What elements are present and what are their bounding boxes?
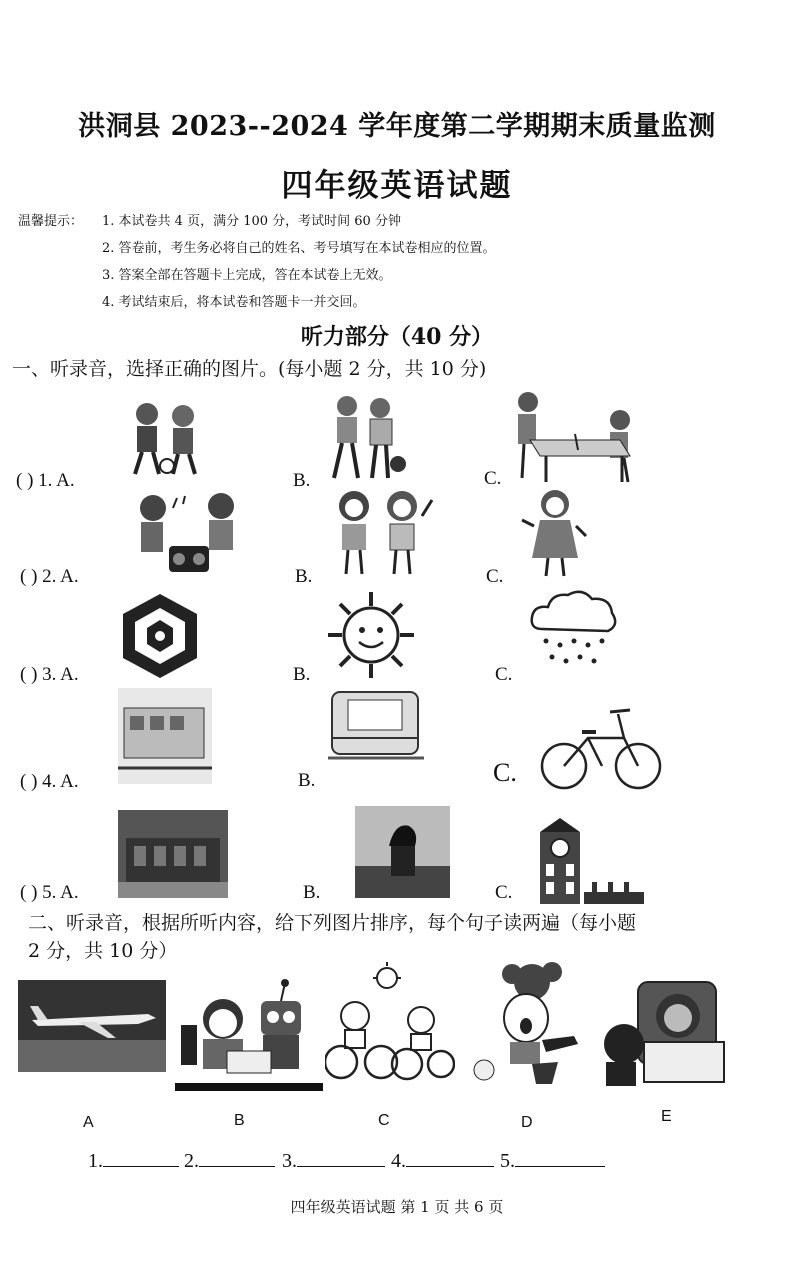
bicycle-icon [538, 700, 664, 794]
answer-blank-5-label: 5. [500, 1150, 515, 1172]
tip-4: 4. 考试结束后，将本试卷和答题卡一并交回。 [102, 295, 366, 310]
q5-a-picture [118, 810, 228, 898]
sun-icon [326, 590, 416, 680]
q1-a-picture [115, 398, 215, 478]
q4-b-picture [328, 686, 424, 762]
question-4-label: ( ) 4. A. [20, 771, 79, 792]
reading-robot-picture [175, 975, 323, 1095]
answer-blank-5[interactable] [500, 1148, 605, 1173]
question-1-label: ( ) 1. A. [16, 470, 75, 491]
girl-chicken-picture [462, 960, 612, 1090]
question-3-label: ( ) 3. A. [20, 664, 79, 685]
cycling-children-picture [325, 962, 455, 1084]
page-footer: 四年级英语试题 第 1 页 共 6 页 [290, 1198, 504, 1216]
question-4-option-b: B. [298, 770, 316, 791]
answer-blank-1-label: 1. [88, 1150, 103, 1172]
question-2-option-c: C. [486, 566, 504, 587]
q1-c-picture [510, 390, 640, 486]
airplane-picture [18, 980, 166, 1072]
question-1-option-c: C. [484, 468, 502, 489]
tip-3: 3. 答案全部在答题卡上完成，答在本试卷上无效。 [102, 268, 392, 283]
answer-blank-2-label: 2. [184, 1150, 199, 1172]
bedtime-picture [598, 972, 728, 1090]
tip-2: 2. 答卷前，考生务必将自己的姓名、考号填写在本试卷相应的位置。 [102, 241, 496, 256]
answer-blank-1[interactable] [88, 1148, 179, 1173]
answer-blank-4[interactable] [391, 1148, 494, 1173]
q5-c-picture [532, 818, 644, 904]
question-2-label: ( ) 2. A. [20, 566, 79, 587]
caption-e: E [661, 1108, 672, 1125]
q2-c-picture [520, 486, 590, 580]
caption-c: C [378, 1112, 390, 1129]
q5-b-picture [355, 806, 450, 898]
caption-a: A [83, 1114, 94, 1131]
snowflake-icon [115, 592, 205, 680]
section-title: 听力部分（40 分） [300, 324, 494, 350]
question-3-option-b: B. [293, 664, 311, 685]
answer-blank-3[interactable] [282, 1148, 385, 1173]
q4-a-picture [118, 688, 212, 784]
q2-a-picture [125, 488, 250, 578]
answer-blank-4-label: 4. [391, 1150, 406, 1172]
part1-heading: 一、听录音，选择正确的图片。(每小题 2 分，共 10 分) [12, 358, 487, 380]
question-5-label: ( ) 5. A. [20, 882, 79, 903]
q1-b-picture [322, 392, 412, 484]
question-2-option-b: B. [295, 566, 313, 587]
rain-cloud-icon [528, 585, 620, 675]
part2-heading-line2: 2 分，共 10 分） [28, 940, 178, 962]
question-5-option-b: B. [303, 882, 321, 903]
q2-b-picture [322, 486, 437, 580]
caption-b: B [234, 1112, 245, 1129]
tips-label: 温馨提示： [18, 214, 84, 229]
answer-blank-3-label: 3. [282, 1150, 297, 1172]
answer-blank-2[interactable] [184, 1148, 275, 1173]
tip-1: 1. 本试卷共 4 页，满分 100 分，考试时间 60 分钟 [102, 214, 401, 229]
caption-d: D [521, 1114, 533, 1131]
exam-title: 洪洞县 2023--2024 学年度第二学期期末质量监测 [78, 111, 716, 142]
question-3-option-c: C. [495, 664, 513, 685]
question-5-option-c: C. [495, 882, 513, 903]
question-4-option-c: C. [493, 758, 517, 787]
part2-heading-line1: 二、听录音，根据所听内容，给下列图片排序，每个句子读两遍（每小题 [28, 912, 637, 934]
exam-subtitle: 四年级英语试题 [281, 168, 513, 204]
question-1-option-b: B. [293, 470, 311, 491]
